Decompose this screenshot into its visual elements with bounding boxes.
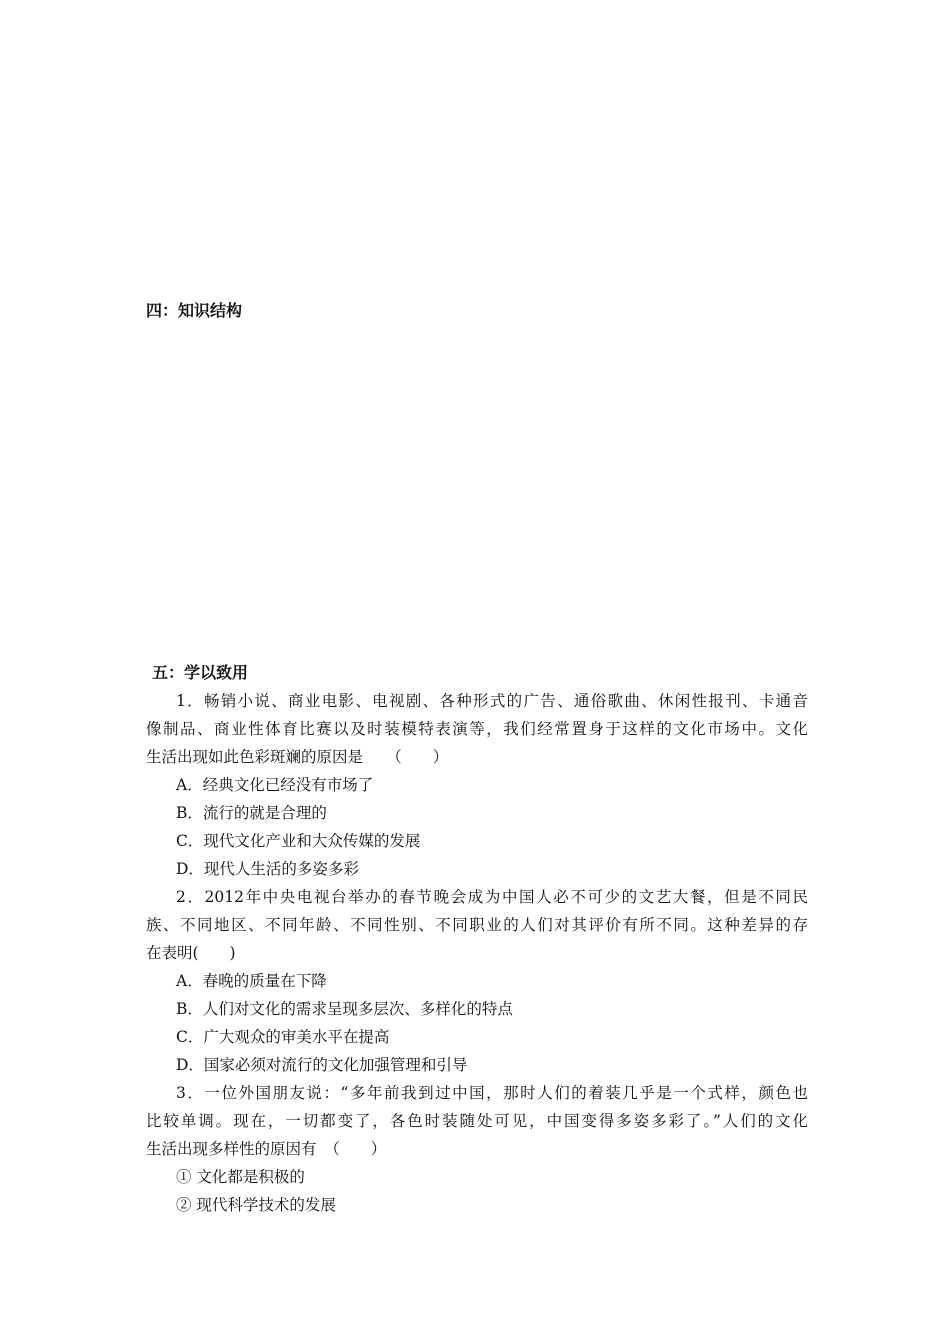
question-2-option-d: D．国家必须对流行的文化加强管理和引导 [176, 1056, 468, 1074]
question-1-line-1: 1．畅销小说、商业电影、电视剧、各种形式的广告、通俗歌曲、休闲性报刊、卡通音 [176, 692, 808, 710]
question-2-line-3: 在表明( ) [146, 944, 236, 962]
question-2-line-1: 2．2012年中央电视台举办的春节晚会成为中国人必不可少的文艺大餐，但是不同民 [176, 888, 808, 906]
question-1-line-3: 生活出现如此色彩斑斓的原因是 （ ） [146, 748, 449, 766]
question-3-line-3: 生活出现多样性的原因有 （ ） [146, 1140, 387, 1158]
question-2-option-b: B．人们对文化的需求呈现多层次、多样化的特点 [176, 1000, 513, 1018]
question-2-line-2: 族、不同地区、不同年龄、不同性别、不同职业的人们对其评价有所不同。这种差异的存 [146, 916, 808, 934]
question-1-option-d: D．现代人生活的多姿多彩 [176, 860, 359, 878]
section-heading-apply: 五：学以致用 [152, 663, 249, 682]
section-heading-knowledge-structure: 四：知识结构 [146, 301, 243, 320]
question-2-option-a: A．春晚的质量在下降 [176, 972, 327, 990]
question-3-line-1: 3．一位外国朋友说：“多年前我到过中国，那时人们的着装几乎是一个式样，颜色也 [176, 1084, 808, 1102]
question-1-option-c: C．现代文化产业和大众传媒的发展 [176, 832, 421, 850]
question-3-line-2: 比较单调。现在，一切都变了，各色时装随处可见，中国变得多姿多彩了。”人们的文化 [146, 1112, 808, 1130]
question-1-option-b: B．流行的就是合理的 [176, 804, 327, 822]
question-3-item-2: ② 现代科学技术的发展 [176, 1196, 336, 1214]
question-1-line-2: 像制品、商业性体育比赛以及时装模特表演等，我们经常置身于这样的文化市场中。文化 [146, 720, 808, 738]
question-1-option-a: A．经典文化已经没有市场了 [176, 776, 374, 794]
question-3-item-1: ① 文化都是积极的 [176, 1168, 305, 1186]
question-2-option-c: C．广大观众的审美水平在提高 [176, 1028, 390, 1046]
